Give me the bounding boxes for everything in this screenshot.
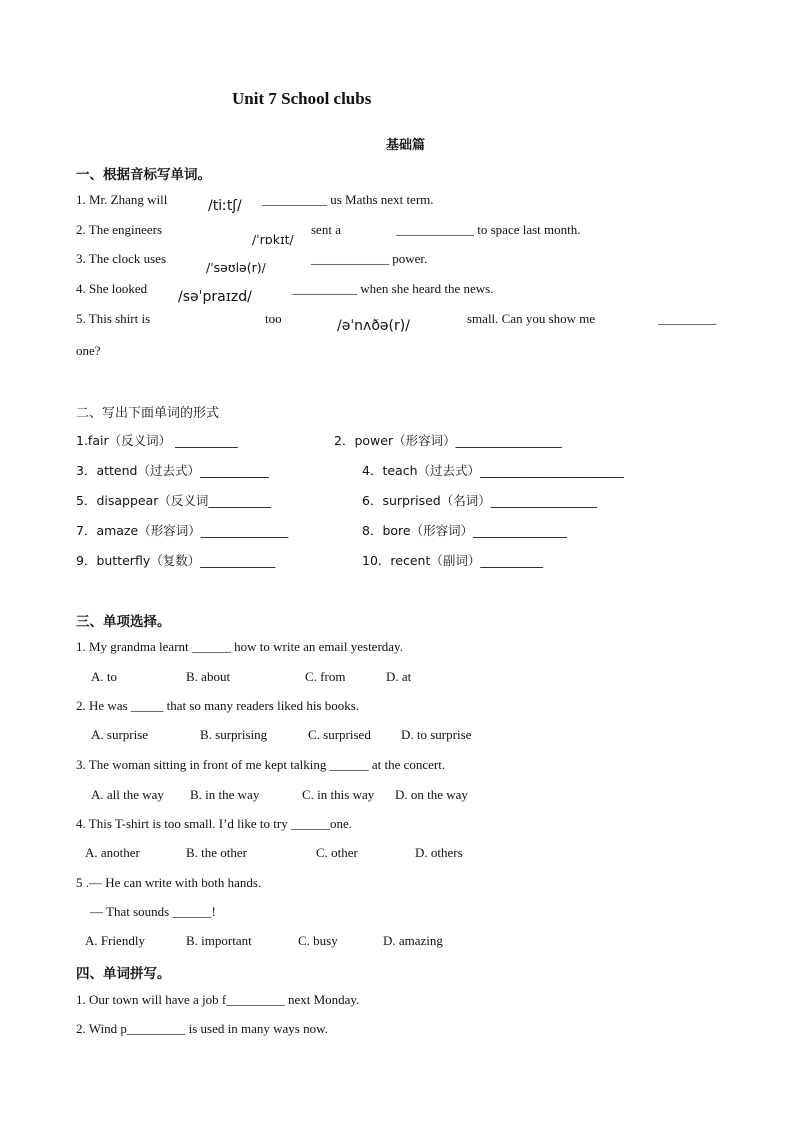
s1-q5-text: 5. This shirt is (76, 311, 151, 326)
s3-option: A. surprise (91, 727, 149, 742)
s3-option: C. other (316, 845, 358, 860)
s1-q2-text: 2. The engineers (76, 222, 163, 237)
s3-option: A. Friendly (85, 933, 145, 948)
s3-option: B. surprising (200, 727, 268, 742)
s3-option: D. at (386, 669, 412, 684)
s3-option: B. in the way (190, 787, 260, 802)
s3-option: A. all the way (91, 787, 164, 802)
section4-heading: 四、单词拼写。 (76, 966, 171, 982)
s1-q3-text: 3. The clock uses (76, 251, 167, 266)
s1-q1-text: 1. Mr. Zhang will (76, 192, 168, 207)
s3-option: D. to surprise (401, 727, 472, 742)
s3-option: C. busy (298, 933, 338, 948)
s2-item: 3．attend（过去式）___________ (76, 463, 269, 478)
s1-q1-blank-text: __________ us Maths next term. (262, 192, 434, 207)
s1-q5-text-e: one? (76, 343, 101, 358)
s1-q5-text-c: small. Can you show me (467, 311, 596, 326)
s3-question: 1. My grandma learnt ______ how to write an email yesterday. (76, 639, 403, 654)
s2-item: 5．disappear（反义词__________ (76, 493, 271, 508)
s1-q4-phonetic: /səˈpraɪzd/ (178, 289, 252, 305)
s3-option: D. on the way (395, 787, 468, 802)
s3-question: 5 .— He can write with both hands. (76, 875, 262, 890)
section1-heading: 一、根据音标写单词。 (76, 167, 211, 183)
s2-item: 10．recent（副词）__________ (362, 553, 543, 568)
s2-item: 1.fair（反义词） __________ (76, 433, 238, 448)
s1-q5-phonetic: /əˈnʌðə(r)/ (337, 318, 410, 334)
s1-q4-text: 4. She looked (76, 281, 148, 296)
s1-q3-phonetic: /ˈsəʊlə(r)/ (206, 260, 266, 275)
s2-item: 6．surprised（名词）_________________ (362, 493, 597, 508)
s1-q2-text-b: sent a (311, 222, 341, 237)
s3-question-reply: — That sounds ______! (90, 904, 216, 919)
s3-option: B. the other (186, 845, 248, 860)
page-subtitle: 基础篇 (386, 137, 426, 152)
s3-question: 2. He was _____ that so many readers liked his books. (76, 698, 360, 713)
s3-option: B. about (186, 669, 231, 684)
s3-option: C. surprised (308, 727, 371, 742)
s2-item: 4．teach（过去式）_______________________ (362, 463, 624, 478)
s3-question: 4. This T-shirt is too small. I’d like to try ______one. (76, 816, 353, 831)
s1-q1-phonetic: /tiːtʃ/ (208, 198, 242, 214)
section3-heading: 三、单项选择。 (76, 614, 171, 630)
s2-item: 8．bore（形容词）_______________ (362, 523, 567, 538)
s3-option: D. amazing (383, 933, 443, 948)
s2-item: 7．amaze（形容词）______________ (76, 523, 289, 538)
s3-option: A. another (85, 845, 140, 860)
s3-question: 3. The woman sitting in front of me kept talking ______ at the concert. (76, 757, 446, 772)
section2-heading: 二、写出下面单词的形式 (76, 406, 220, 421)
s1-q3-blank-text: ____________ power. (311, 251, 428, 266)
s4-question: 2. Wind p_________ is used in many ways now. (76, 1021, 328, 1036)
s3-option: C. from (305, 669, 346, 684)
s4-question: 1. Our town will have a job f_________ next Monday. (76, 992, 360, 1007)
s1-q5-blank: _________ (658, 311, 717, 326)
s3-option: A. to (91, 669, 117, 684)
s3-option: C. in this way (302, 787, 375, 802)
page-title: Unit 7 School clubs (232, 89, 372, 108)
s1-q4-blank-text: __________ when she heard the news. (292, 281, 494, 296)
s1-q2-phonetic: /ˈrɒkɪt/ (252, 232, 294, 247)
s2-item: 2．power（形容词）_________________ (334, 433, 562, 448)
s1-q2-blank-text: ____________ to space last month. (396, 222, 581, 237)
s3-option: B. important (186, 933, 252, 948)
s3-option: D. others (415, 845, 463, 860)
s1-q5-text-b: too (265, 311, 282, 326)
s2-item: 9．butterfly（复数）____________ (76, 553, 276, 568)
